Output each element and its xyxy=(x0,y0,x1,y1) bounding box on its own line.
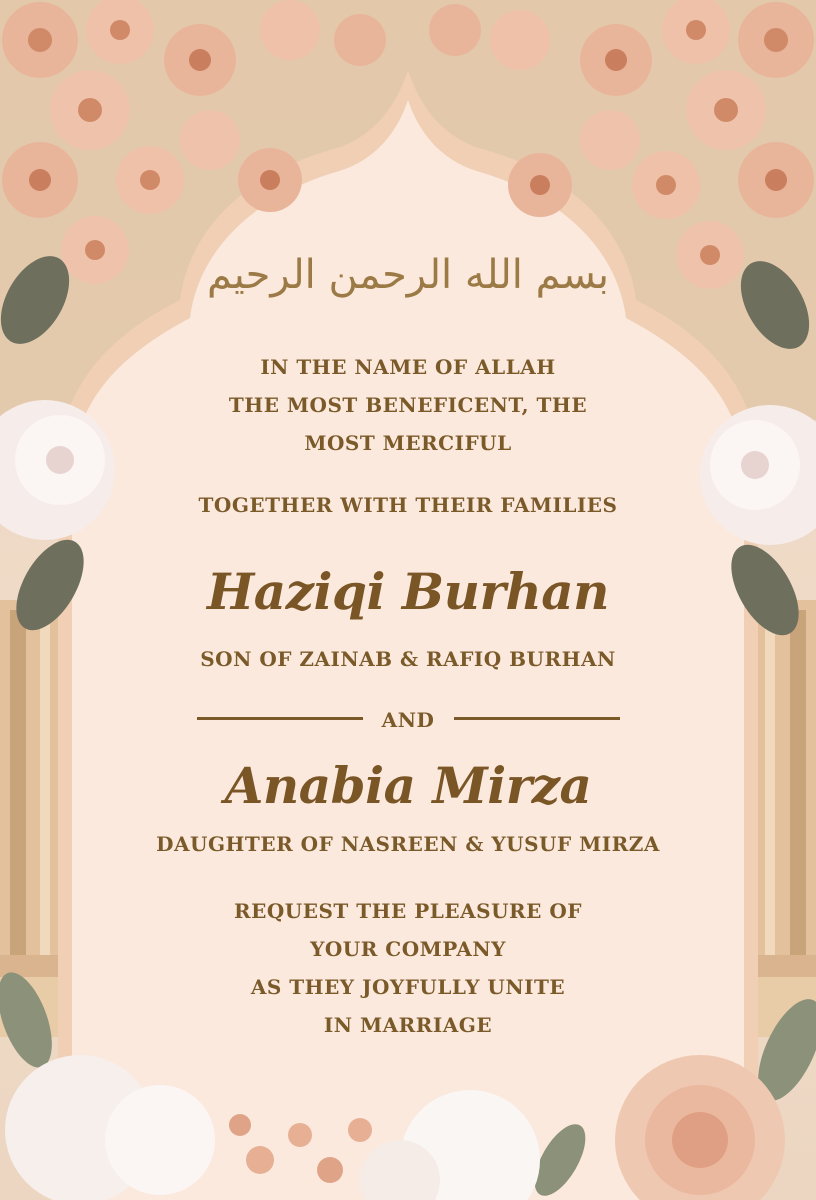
groom-parents: SON OF ZAINAB & RAFIQ BURHAN xyxy=(200,647,616,671)
conjunction: AND xyxy=(381,708,435,732)
bismillah-line-1: IN THE NAME OF ALLAH xyxy=(260,355,556,379)
request-line-1: REQUEST THE PLEASURE OF xyxy=(234,899,582,923)
bride-name: Anabia Mirza xyxy=(224,756,592,815)
bismillah-line-2: THE MOST BENEFICENT, THE xyxy=(228,393,588,417)
families-line: TOGETHER WITH THEIR FAMILIES xyxy=(198,493,618,517)
request-line-2: YOUR COMPANY xyxy=(310,937,506,961)
request-text xyxy=(0,892,816,1044)
bride-parents: DAUGHTER OF NASREEN & YUSUF MIRZA xyxy=(156,832,660,856)
divider-right xyxy=(454,717,620,720)
bismillah-translation xyxy=(0,348,816,462)
request-line-3: AS THEY JOYFULLY UNITE xyxy=(250,975,566,999)
bismillah-line-3: MOST MERCIFUL xyxy=(304,431,512,455)
bismillah-calligraphy: بسم الله الرحمن الرحيم xyxy=(206,252,610,298)
groom-name: Haziqi Burhan xyxy=(207,562,609,621)
request-line-4: IN MARRIAGE xyxy=(323,1013,493,1037)
